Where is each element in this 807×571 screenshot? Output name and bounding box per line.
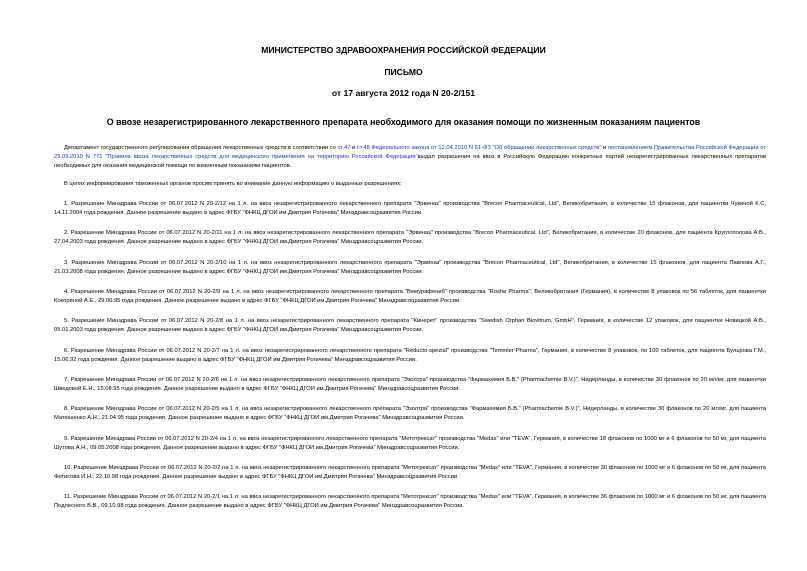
document-subject: О ввозе незарегистрированного лекарственного препарата необходимого для оказания помощи по жизненным показаниям пациентов: [106, 117, 701, 127]
intro-paragraph: [54, 144, 766, 171]
permit-item: 1. Разрешение Минздрава России от 06.07.2012 N 20-2/12 на 1 л. на ввоз незарегистрированного лекарственного препарата "Эрвиназ" производства "Brecon Pharmaceutical, Ltd", Великобритания, в количестве 15 флаконов, для пациентки Чукиной К.С, 14.11.2004 года рождения. Данное разрешение выдано в адрес ФГБУ "ФНКЦ ДГОИ им.Дмитрия Рогачева" Минздравсоцразвития России.: [54, 201, 766, 217]
document-body: [54, 144, 766, 523]
permit-item: 2. Разрешение Минздрава России от 06.07.2012 N 20-2/11 на 1 л. на ввоз незарегистрированного лекарственного препарата "Эрвиназ" производства "Brecon Pharmaceutical, Ltd", Великобритания, в количестве 20 флаконов, для пациента Круглополова А.В., 27.04.2003 года рождения. Данное разрешение выдано в адрес ФГБУ "ФНКЦ ДГОИ им.Дмитрия Рогачева" Минздравсоцразвития России.: [54, 230, 766, 246]
permit-item: 7. Разрешение Минздрава России от 06.07.2012 N 20-2/6 на 1 л. на ввоз незарегистрированного лекарственного препарата "Эзолтра" производства "Фармахемия Б.В." (Pharmachemie B.V.)", Нидерланды, в количестве 30 флаконов по 20 мл/мг, для пациентки Шведовой Е.Н., 15.08.95 года рождения. Данное разрешение выдано в адрес ФГБУ "ФНКЦ ДГОИ им.Дмитрия Рогачева" Минздравсоцразвития России.: [54, 377, 766, 392]
permit-item: 5. Разрешение Минздрава России от 06.07.2012 N 20-2/8 на 1 л. на ввоз незарегистрированного лекарственного препарата "Кинерет" производства "Swedish Orphan Biovitrum, GmbH", Германия, в количестве 12 упаковок, для пациентки Новицкой А.В., 05.01.2003 года рождения. Данное разрешение выдано в адрес ФГБУ "ФНКЦ ДГОИ им.Дмитрия Рогачева" Минздравсоцразвития России.: [54, 318, 766, 334]
intro-text-2: и: [350, 145, 357, 151]
law-article-47-link[interactable]: ст.47: [337, 145, 351, 151]
law-article-48-link[interactable]: ст.48: [356, 145, 370, 151]
import-rules-link[interactable]: "Правила ввоза лекарственных средств для медицинского применения на территорию Российской Федерации": [102, 153, 418, 160]
intro-text-3: и: [601, 145, 608, 151]
ministry-heading: МИНИСТЕРСТВО ЗДРАВООХРАНЕНИЯ РОССИЙСКОЙ ФЕДЕРАЦИИ: [261, 45, 546, 55]
lead-paragraph: В целях информирования таможенных органов просим принять во внимание данную информацию о выданных разрешениях:: [64, 181, 402, 188]
federal-law-link[interactable]: Федерального закона от 12.04.2010 N 61-ФЗ "Об обращении лекарственных средств": [369, 145, 602, 151]
permit-item: 6. Разрешение Минздрава России от 06.07.2012 N 20-2/7 на 1 л. на ввоз незарегистрированного лекарственного препарата "Reducto-spezial" производства "Temmler Pharma", Германия, в количестве 8 упаковок, по 100 таблеток, для пациента Бульрова Г.М., 15.06.92 года рождения. Данное разрешение выдано в адрес ФГБУ "ФНКЦ ДГОИ им.Дмитрия Рогачева" Минздравсоцразвития России.: [54, 347, 766, 363]
permit-item: 9. Разрешение Минздрава России от 06.07.2012 N 20-2/4 на 1 л. на ввоз незарегистрированного лекарственного препарата "Метотрексат" производства "Medas" или "TEVA", Германия, в количестве 18 флаконов по 1000 мг и 6 флаконов по 50 мг, для пациента Шутова А.Н., 09.05.2008 года рождения. Данное разрешение выдано в адрес ФГБУ "ФНКЦ ДГОИ им.Дмитрия Рогачева" Минздравсоцразвития России.: [54, 435, 766, 451]
permit-item: 8. Разрешение Минздрава России от 06.07.2012 N 20-2/5 на 1 л. на ввоз незарегистрированного лекарственного препарата "Эзолтра" производства "Фармахемия Б.В." (Pharmachemie B.V.)", Нидерланды, в количестве 30 флаконов по 20 мл/мг, для пациента Матюшенко А.Н., 21.04.95 года рождения. Данное разрешение выдано в адрес ФГБУ "ФНКЦ ДГОИ им.Дмитрия Рогачева" Минздравсоцразвития России.: [54, 406, 766, 422]
permit-item: 11. Разрешение Минздрава России от 06.07.2012 N 20-2/1 на 1 л. на ввоз незарегистрированного лекарственного препарата "Метотрексат" производства "Medas" или "TEVA", Германия, в количестве 36 флаконов по 1000 мг и 6 флаконов по 50 мг, для пациента Подлесного В.В., 09.10.98 года рождения. Данное разрешение выдано в адрес ФГБУ "ФНКЦ ДГОИ им.Дмитрия Рогачева" Минздравсоцразвития России.: [54, 494, 766, 510]
intro-text-1: Департамент государственного регулирования обращения лекарственных средств в соответствии со: [64, 145, 338, 151]
permit-item: 10. Разрешение Минздрава России от 06.07.2012 N 20-2/2 на 1 л. на ввоз незарегистрированного лекарственного препарата "Метотрексат" производства "Medas" или "TEVA", Германия, в количестве 30 флаконов по 1000 мг и 6 флаконов по 50 мг, для пациента Фетисова И.Н., 22.10.98 года рождения. Данное разрешение выдано в адрес ФГБУ "ФНКЦ ДГОИ им.Дмитрия Рогачева" Минздравсоцразвития России.: [54, 464, 766, 480]
permit-item: 4. Разрешение Минздрава России от 06.07.2012 N 20-2/9 на 1 л. на ввоз незарегистрированного лекарственного препарата "Вемурафениб" производства "Roshe Pharma", Великобритания (Германия), в количестве 8 упаковок по 56 таблеток, для пациентки Кокориной А.Е., 29.06.95 года рождения. Данное разрешение выдано в адрес ФГБУ "ФНКЦ ДГОИ им.Дмитрия Рогачева" Минздравсоцразвития России.: [54, 289, 766, 304]
document-date-number: от 17 августа 2012 года N 20-2/151: [331, 88, 476, 98]
intro-text-4: выдал разрешения на ввоз в Российскую Федерацию конкретных партий незарегистрированных лекарственных препаратов необходимых для оказания медицинской помощи по жизненным показаниям пациентов.: [54, 153, 766, 169]
government-decree-link[interactable]: постановлением Правительства Российской Федерации от 29.09.2010 N 771: [54, 145, 766, 160]
permit-item: 3. Разрешение Минздрава России от 06.07.2012 N 20-2/10 на 1 л. на ввоз незарегистрированного лекарственного препарата "Эрвиназ" производства "Brecon Pharmaceutical, Ltd", Великобритания, в количестве 15 флаконов, для пациента Павлова А.Г., 21.03.2008 года рождения. Данное разрешение выдано в адрес ФГБУ "ФНКЦ ДГОИ им.Дмитрия Рогачева" Минздравсоцразвития России.: [54, 259, 766, 275]
document-type: ПИСЬМО: [384, 67, 423, 77]
